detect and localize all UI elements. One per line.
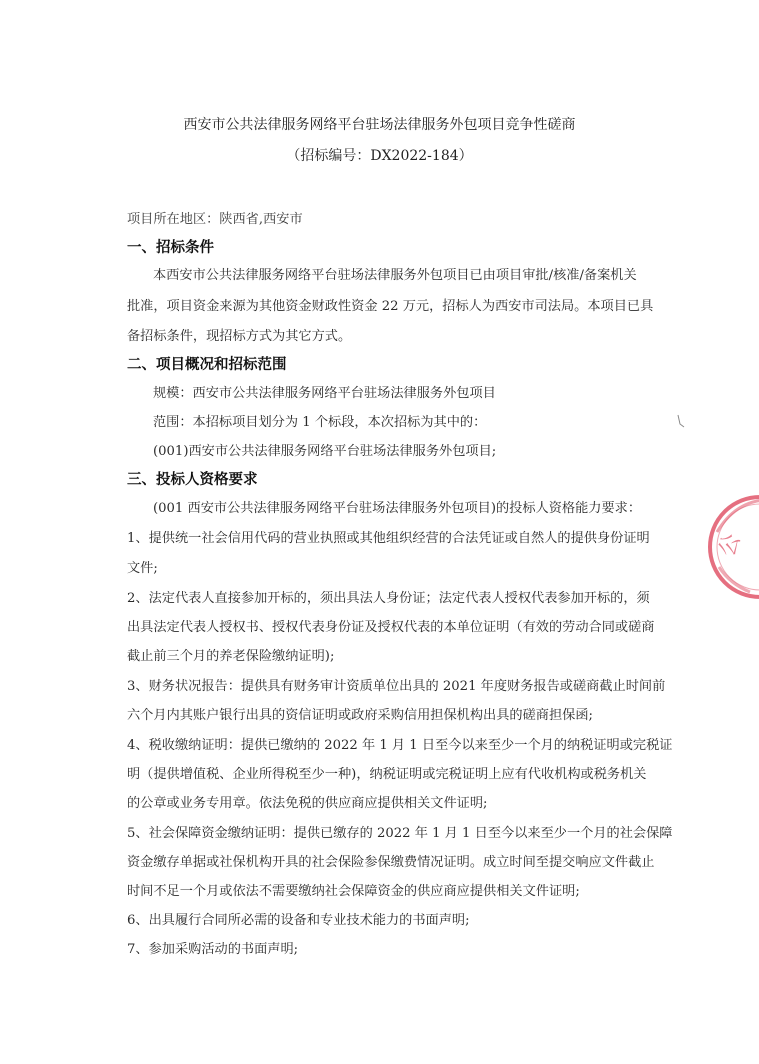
requirement-line: 六个月内其账户银行出具的资信证明或政府采购信用担保机构出具的磋商担保函; xyxy=(127,708,594,723)
requirement-line: 资金缴存单据或社保机构开具的社会保险参保缴费情况证明。成立时间至提交响应文件截止 xyxy=(127,855,655,870)
section-2-line: (001)西安市公共法律服务网络平台驻场法律服务外包项目; xyxy=(153,444,497,459)
document-title: 西安市公共法律服务网络平台驻场法律服务外包项目竞争性磋商 xyxy=(183,117,576,133)
requirement-line: 截止前三个月的养老保险缴纳证明); xyxy=(127,649,335,664)
tender-code: （招标编号：DX2022-184） xyxy=(286,148,473,164)
requirement-line: 5、社会保障资金缴纳证明：提供已缴存的 2022 年 1 月 1 日至今以来至少一个月的社会保障 xyxy=(127,826,673,841)
section-1-line: 本西安市公共法律服务网络平台驻场法律服务外包项目已由项目审批/核准/备案机关 xyxy=(153,268,637,283)
requirement-line: 2、法定代表人直接参加开标的，须出具法人身份证；法定代表人授权代表参加开标的，须 xyxy=(127,591,650,606)
section-2-line: 规模：西安市公共法律服务网络平台驻场法律服务外包项目 xyxy=(153,386,496,401)
project-location: 项目所在地区：陕西省,西安市 xyxy=(127,212,303,227)
section-1-line: 批准，项目资金来源为其他资金财政性资金 22 万元，招标人为西安市司法局。本项目已具 xyxy=(127,299,654,314)
section-2-line: 范围：本招标项目划分为 1 个标段，本次招标为其中的： xyxy=(153,415,487,430)
requirement-line: 的公章或业务专用章。依法免税的供应商应提供相关文件证明; xyxy=(127,796,488,811)
red-seal-stamp-icon xyxy=(705,492,759,602)
section-1-heading: 一、招标条件 xyxy=(127,240,214,256)
section-2-heading: 二、项目概况和招标范围 xyxy=(127,357,287,373)
requirement-line: 1、提供统一社会信用代码的营业执照或其他组织经营的合法凭证或自然人的提供身份证明 xyxy=(127,531,650,546)
seal-text: 公 xyxy=(714,530,746,560)
section-3-heading: 三、投标人资格要求 xyxy=(127,472,258,488)
requirement-line: 7、参加采购活动的书面声明; xyxy=(127,942,299,957)
requirement-line: 3、财务状况报告：提供具有财务审计资质单位出具的 2021 年度财务报告或磋商截止时间前 xyxy=(127,679,666,694)
requirement-line: 出具法定代表人授权书、授权代表身份证及授权代表的本单位证明（有效的劳动合同或磋商 xyxy=(127,620,655,635)
section-1-line: 备招标条件，现招标方式为其它方式。 xyxy=(127,329,352,344)
requirement-line: 时间不足一个月或依法不需要缴纳社会保障资金的供应商应提供相关文件证明; xyxy=(127,884,580,899)
section-3-intro: (001 西安市公共法律服务网络平台驻场法律服务外包项目)的投标人资格能力要求： xyxy=(153,501,642,516)
requirement-line: 4、税收缴纳证明：提供已缴纳的 2022 年 1 月 1 日至今以来至少一个月的纳税证明或完税证 xyxy=(127,738,673,753)
scan-mark-icon xyxy=(676,414,686,428)
requirement-line: 文件; xyxy=(127,561,158,576)
requirement-line: 明（提供增值税、企业所得税至少一种)，纳税证明或完税证明上应有代收机构或税务机关 xyxy=(127,767,647,782)
requirement-line: 6、出具履行合同所必需的设备和专业技术能力的书面声明; xyxy=(127,913,470,928)
